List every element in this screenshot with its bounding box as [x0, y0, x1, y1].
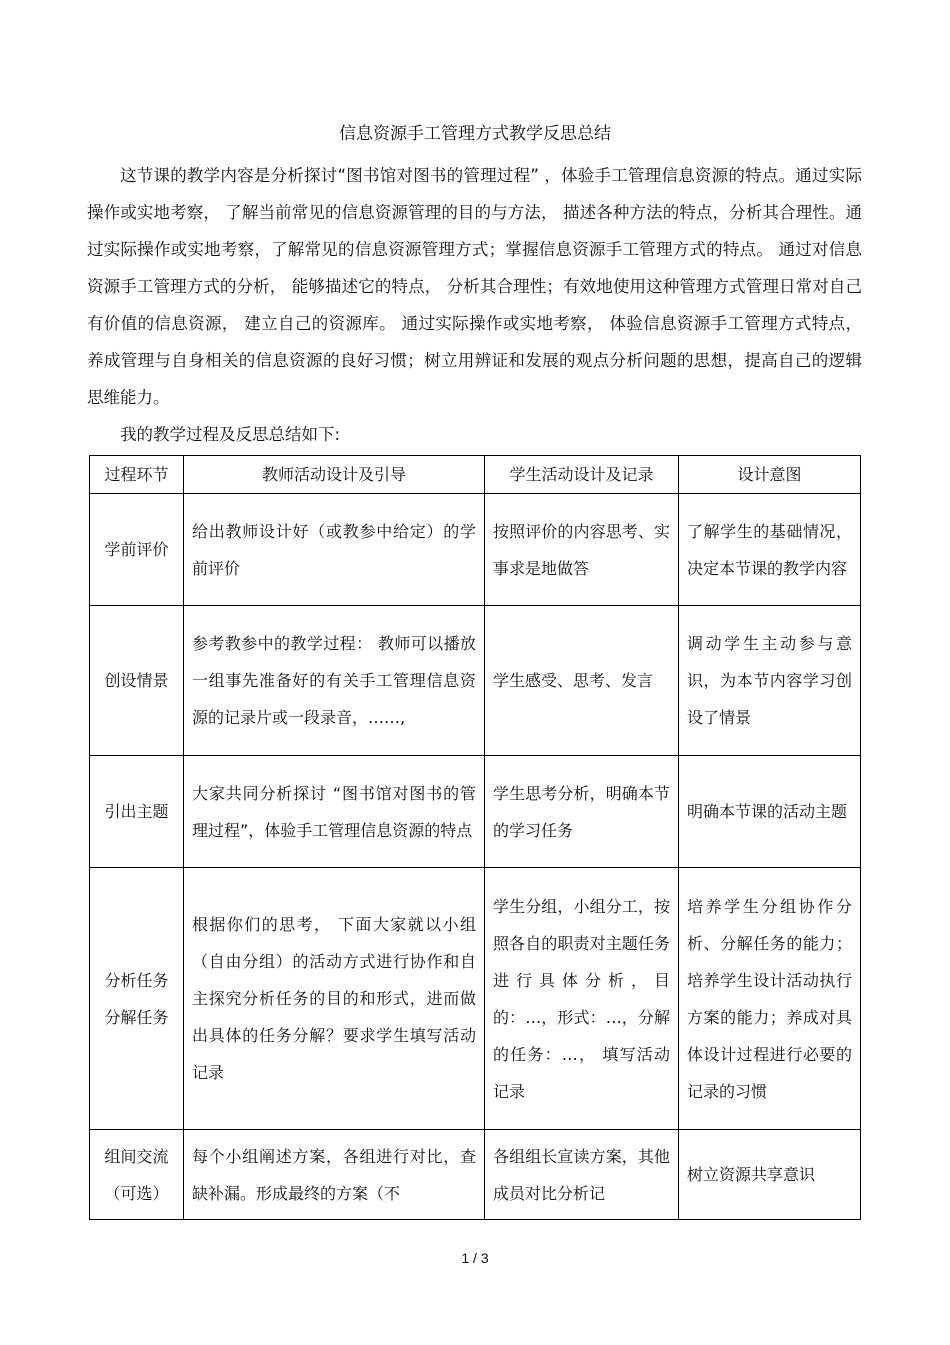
intent-cell: 了解学生的基础情况，决定本节课的教学内容 [679, 494, 861, 606]
table-row [90, 756, 861, 868]
page-title: 信息资源手工管理方式教学反思总结 [339, 124, 611, 144]
student-cell: 学生感受、思考、发言 [485, 606, 679, 756]
stage-cell: 分析任务 分解任务 [90, 868, 184, 1130]
page-number: 1 / 3 [461, 1250, 489, 1266]
table-row [90, 606, 861, 756]
teacher-cell: 大家共同分析探讨 “图书馆对图书的管理过程”，体验手工管理信息资源的特点 [184, 756, 485, 868]
body-text [87, 157, 862, 453]
stage-cell: 组间交流 （可选） [90, 1130, 184, 1220]
table-header-row [90, 456, 861, 494]
header-intent: 设计意图 [679, 456, 861, 494]
teacher-cell: 参考教参中的教学过程： 教师可以播放一组事先准备好的有关手工管理信息资源的记录片或一段录音，……, [184, 606, 485, 756]
header-teacher: 教师活动设计及引导 [184, 456, 485, 494]
intent-cell: 调动学生主动参与意识，为本节内容学习创设了情景 [679, 606, 861, 756]
header-stage: 过程环节 [90, 456, 184, 494]
intent-cell: 明确本节课的活动主题 [679, 756, 861, 868]
table-row [90, 494, 861, 606]
teacher-cell: 给出教师设计好（或教参中给定）的学前评价 [184, 494, 485, 606]
table-row [90, 1130, 861, 1220]
teacher-cell: 每个小组阐述方案，各组进行对比，查缺补漏。形成最终的方案（不 [184, 1130, 485, 1220]
intro-paragraph: 这节课的教学内容是分析探讨“图书馆对图书的管理过程” ，体验手工管理信息资源的特点。通过实际操作或实地考察， 了解当前常见的信息资源管理的目的与方法， 描述各种方法的特点，分析其合理性。通过实际操作或实地考察，了解常见的信息资源管理方式；掌握信息资源手工管理方式的特点。 通过对信息资源手工管理方式的分析， 能够描述它的特点， 分析其合理性；有效地使用这种管理方式管理日常对自己有价值的信息资源， 建立自己的资源库。 通过实际操作或实地考察， 体验信息资源手工管理方式特点， 养成管理与自身相关的信息资源的良好习惯；树立用辨证和发展的观点分析问题的思想，提高自己的逻辑思维能力。 [87, 166, 862, 407]
stage-cell: 创设情景 [90, 606, 184, 756]
intent-cell: 树立资源共享意识 [679, 1130, 861, 1220]
intent-cell: 培养学生分组协作分析、分解任务的能力；培养学生设计活动执行方案的能力；养成对具体设计过程进行必要的记录的习惯 [679, 868, 861, 1130]
student-cell: 学生分组，小组分工，按照各自的职责对主题任务进行具体分析，目的：…，形式：…，分解的任务：…， 填写活动记录 [485, 868, 679, 1130]
student-cell: 按照评价的内容思考、实事求是地做答 [485, 494, 679, 606]
stage-cell: 学前评价 [90, 494, 184, 606]
teaching-process-table [89, 455, 861, 1220]
process-intro-paragraph: 我的教学过程及反思总结如下: [120, 425, 341, 444]
student-cell: 学生思考分析，明确本节的学习任务 [485, 756, 679, 868]
student-cell: 各组组长宣读方案，其他成员对比分析记 [485, 1130, 679, 1220]
table-row [90, 868, 861, 1130]
teacher-cell: 根据你们的思考， 下面大家就以小组（自由分组）的活动方式进行协作和自主探究分析任务的目的和形式，进而做出具体的任务分解？要求学生填写活动记录 [184, 868, 485, 1130]
stage-cell: 引出主题 [90, 756, 184, 868]
header-student: 学生活动设计及记录 [485, 456, 679, 494]
